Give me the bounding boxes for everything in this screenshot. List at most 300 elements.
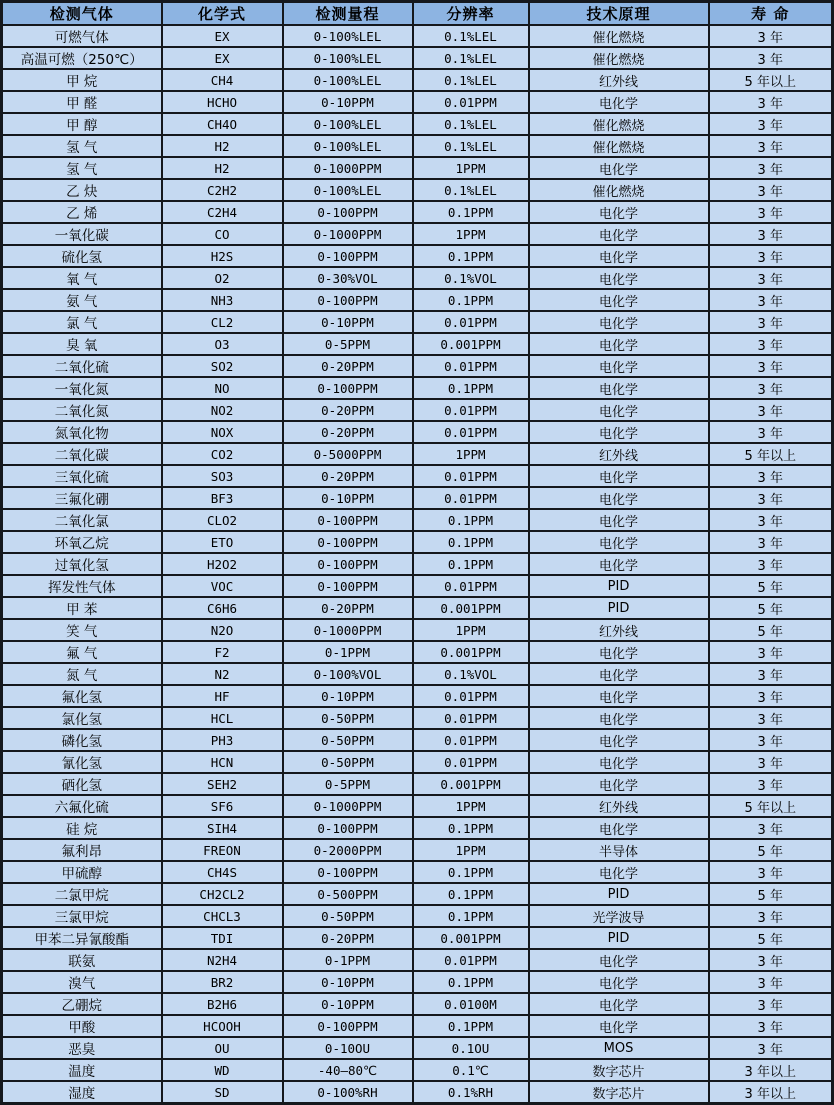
cell-range: 0-30%VOL bbox=[283, 267, 413, 289]
cell-range: 0-20PPM bbox=[283, 399, 413, 421]
cell-formula: C2H4 bbox=[162, 201, 283, 223]
cell-principle: 电化学 bbox=[529, 949, 709, 971]
cell-principle: 电化学 bbox=[529, 971, 709, 993]
cell-principle: PID bbox=[529, 575, 709, 597]
table-row bbox=[2, 597, 833, 619]
cell-principle: 电化学 bbox=[529, 91, 709, 113]
cell-formula: SF6 bbox=[162, 795, 283, 817]
cell-lifespan: 3 年 bbox=[709, 267, 833, 289]
cell-resolution: 0.01PPM bbox=[413, 729, 529, 751]
cell-lifespan: 5 年 bbox=[709, 575, 833, 597]
cell-range: 0-100PPM bbox=[283, 553, 413, 575]
cell-resolution: 0.01PPM bbox=[413, 399, 529, 421]
cell-resolution: 0.001PPM bbox=[413, 773, 529, 795]
cell-gas: 氟利昂 bbox=[2, 839, 162, 861]
cell-resolution: 0.1PPM bbox=[413, 531, 529, 553]
cell-range: 0-1000PPM bbox=[283, 223, 413, 245]
cell-principle: PID bbox=[529, 927, 709, 949]
table-row bbox=[2, 729, 833, 751]
cell-lifespan: 3 年以上 bbox=[709, 1081, 833, 1104]
column-header-gas: 检测气体 bbox=[2, 2, 162, 26]
cell-formula: N2H4 bbox=[162, 949, 283, 971]
cell-principle: 电化学 bbox=[529, 157, 709, 179]
cell-formula: NO bbox=[162, 377, 283, 399]
cell-gas: 乙硼烷 bbox=[2, 993, 162, 1015]
cell-resolution: 0.1%VOL bbox=[413, 267, 529, 289]
cell-resolution: 0.1PPM bbox=[413, 245, 529, 267]
cell-gas: 氰化氢 bbox=[2, 751, 162, 773]
cell-lifespan: 3 年 bbox=[709, 817, 833, 839]
cell-gas: 二氧化氯 bbox=[2, 509, 162, 531]
cell-gas: 过氧化氢 bbox=[2, 553, 162, 575]
cell-range: 0-100%LEL bbox=[283, 47, 413, 69]
cell-gas: 氯 气 bbox=[2, 311, 162, 333]
table-row bbox=[2, 47, 833, 69]
cell-range: 0-20PPM bbox=[283, 355, 413, 377]
cell-lifespan: 3 年 bbox=[709, 971, 833, 993]
cell-resolution: 0.1PPM bbox=[413, 883, 529, 905]
cell-resolution: 0.1PPM bbox=[413, 509, 529, 531]
cell-principle: 光学波导 bbox=[529, 905, 709, 927]
cell-formula: H2O2 bbox=[162, 553, 283, 575]
cell-range: 0-1000PPM bbox=[283, 619, 413, 641]
table-row bbox=[2, 311, 833, 333]
cell-lifespan: 3 年 bbox=[709, 201, 833, 223]
cell-principle: 红外线 bbox=[529, 619, 709, 641]
cell-principle: PID bbox=[529, 883, 709, 905]
cell-range: 0-100PPM bbox=[283, 531, 413, 553]
cell-lifespan: 3 年 bbox=[709, 421, 833, 443]
cell-gas: 硅 烷 bbox=[2, 817, 162, 839]
cell-formula: CH2CL2 bbox=[162, 883, 283, 905]
cell-resolution: 0.001PPM bbox=[413, 597, 529, 619]
cell-lifespan: 5 年 bbox=[709, 883, 833, 905]
cell-resolution: 1PPM bbox=[413, 443, 529, 465]
cell-formula: HCOOH bbox=[162, 1015, 283, 1037]
table-body bbox=[2, 25, 833, 1104]
cell-formula: HCN bbox=[162, 751, 283, 773]
cell-formula: N2O bbox=[162, 619, 283, 641]
cell-gas: 氧 气 bbox=[2, 267, 162, 289]
cell-formula: O2 bbox=[162, 267, 283, 289]
cell-principle: 电化学 bbox=[529, 1015, 709, 1037]
cell-lifespan: 3 年 bbox=[709, 223, 833, 245]
cell-gas: 氨 气 bbox=[2, 289, 162, 311]
cell-principle: 电化学 bbox=[529, 531, 709, 553]
cell-gas: 硫化氢 bbox=[2, 245, 162, 267]
table-row bbox=[2, 333, 833, 355]
cell-range: 0-1PPM bbox=[283, 641, 413, 663]
cell-principle: 电化学 bbox=[529, 399, 709, 421]
cell-lifespan: 5 年 bbox=[709, 619, 833, 641]
cell-principle: 数字芯片 bbox=[529, 1081, 709, 1104]
table-row bbox=[2, 971, 833, 993]
cell-lifespan: 3 年 bbox=[709, 1037, 833, 1059]
cell-lifespan: 3 年 bbox=[709, 355, 833, 377]
cell-principle: 电化学 bbox=[529, 377, 709, 399]
cell-gas: 高温可燃（250℃） bbox=[2, 47, 162, 69]
cell-lifespan: 3 年 bbox=[709, 333, 833, 355]
cell-lifespan: 3 年 bbox=[709, 487, 833, 509]
cell-lifespan: 3 年 bbox=[709, 861, 833, 883]
cell-formula: OU bbox=[162, 1037, 283, 1059]
cell-lifespan: 5 年 bbox=[709, 597, 833, 619]
cell-range: 0-500PPM bbox=[283, 883, 413, 905]
cell-lifespan: 3 年 bbox=[709, 663, 833, 685]
cell-lifespan: 3 年 bbox=[709, 949, 833, 971]
cell-resolution: 0.001PPM bbox=[413, 333, 529, 355]
cell-lifespan: 3 年 bbox=[709, 707, 833, 729]
cell-resolution: 0.1PPM bbox=[413, 553, 529, 575]
cell-principle: 电化学 bbox=[529, 707, 709, 729]
cell-resolution: 0.1%LEL bbox=[413, 25, 529, 47]
cell-formula: ETO bbox=[162, 531, 283, 553]
cell-gas: 二氯甲烷 bbox=[2, 883, 162, 905]
cell-principle: 电化学 bbox=[529, 509, 709, 531]
cell-formula: SO3 bbox=[162, 465, 283, 487]
cell-formula: CHCL3 bbox=[162, 905, 283, 927]
cell-range: 0-100PPM bbox=[283, 575, 413, 597]
cell-gas: 环氧乙烷 bbox=[2, 531, 162, 553]
cell-resolution: 0.1%LEL bbox=[413, 135, 529, 157]
cell-range: 0-100%LEL bbox=[283, 135, 413, 157]
cell-principle: 电化学 bbox=[529, 267, 709, 289]
cell-range: 0-1PPM bbox=[283, 949, 413, 971]
cell-lifespan: 3 年 bbox=[709, 91, 833, 113]
cell-range: 0-10PPM bbox=[283, 311, 413, 333]
cell-lifespan: 5 年以上 bbox=[709, 443, 833, 465]
table-row bbox=[2, 443, 833, 465]
table-row bbox=[2, 795, 833, 817]
cell-gas: 恶臭 bbox=[2, 1037, 162, 1059]
cell-range: 0-10PPM bbox=[283, 487, 413, 509]
table-row bbox=[2, 531, 833, 553]
cell-formula: CH4 bbox=[162, 69, 283, 91]
cell-lifespan: 5 年 bbox=[709, 927, 833, 949]
table-row bbox=[2, 509, 833, 531]
table-row bbox=[2, 223, 833, 245]
cell-principle: 电化学 bbox=[529, 201, 709, 223]
cell-formula: CLO2 bbox=[162, 509, 283, 531]
cell-range: -40—80℃ bbox=[283, 1059, 413, 1081]
cell-gas: 甲 醇 bbox=[2, 113, 162, 135]
cell-lifespan: 3 年 bbox=[709, 531, 833, 553]
cell-lifespan: 3 年 bbox=[709, 509, 833, 531]
table-row bbox=[2, 685, 833, 707]
cell-gas: 臭 氧 bbox=[2, 333, 162, 355]
cell-formula: C2H2 bbox=[162, 179, 283, 201]
table-row bbox=[2, 1037, 833, 1059]
table-row bbox=[2, 421, 833, 443]
cell-formula: CH4O bbox=[162, 113, 283, 135]
cell-gas: 联氨 bbox=[2, 949, 162, 971]
table-row bbox=[2, 1015, 833, 1037]
cell-formula: FREON bbox=[162, 839, 283, 861]
cell-resolution: 1PPM bbox=[413, 795, 529, 817]
table-row bbox=[2, 751, 833, 773]
cell-lifespan: 3 年 bbox=[709, 377, 833, 399]
cell-resolution: 0.1PPM bbox=[413, 817, 529, 839]
cell-range: 0-50PPM bbox=[283, 707, 413, 729]
cell-lifespan: 3 年 bbox=[709, 685, 833, 707]
cell-lifespan: 3 年 bbox=[709, 993, 833, 1015]
cell-range: 0-10PPM bbox=[283, 91, 413, 113]
cell-formula: BR2 bbox=[162, 971, 283, 993]
cell-gas: 挥发性气体 bbox=[2, 575, 162, 597]
cell-formula: CL2 bbox=[162, 311, 283, 333]
cell-principle: 电化学 bbox=[529, 729, 709, 751]
cell-gas: 磷化氢 bbox=[2, 729, 162, 751]
table-header bbox=[2, 2, 833, 26]
cell-range: 0-20PPM bbox=[283, 465, 413, 487]
cell-principle: 电化学 bbox=[529, 861, 709, 883]
cell-gas: 溴气 bbox=[2, 971, 162, 993]
cell-formula: F2 bbox=[162, 641, 283, 663]
cell-principle: 电化学 bbox=[529, 751, 709, 773]
cell-resolution: 0.1℃ bbox=[413, 1059, 529, 1081]
cell-gas: 六氟化硫 bbox=[2, 795, 162, 817]
table-row bbox=[2, 575, 833, 597]
cell-lifespan: 3 年 bbox=[709, 289, 833, 311]
cell-gas: 甲 烷 bbox=[2, 69, 162, 91]
cell-range: 0-10OU bbox=[283, 1037, 413, 1059]
cell-formula: VOC bbox=[162, 575, 283, 597]
cell-principle: 电化学 bbox=[529, 773, 709, 795]
cell-gas: 氢 气 bbox=[2, 157, 162, 179]
cell-principle: 电化学 bbox=[529, 685, 709, 707]
cell-principle: 电化学 bbox=[529, 993, 709, 1015]
table-row bbox=[2, 399, 833, 421]
cell-lifespan: 3 年 bbox=[709, 311, 833, 333]
cell-range: 0-100PPM bbox=[283, 861, 413, 883]
cell-resolution: 0.1%RH bbox=[413, 1081, 529, 1104]
cell-principle: 红外线 bbox=[529, 795, 709, 817]
cell-range: 0-100%RH bbox=[283, 1081, 413, 1104]
cell-resolution: 0.1OU bbox=[413, 1037, 529, 1059]
cell-formula: H2S bbox=[162, 245, 283, 267]
cell-range: 0-100PPM bbox=[283, 289, 413, 311]
cell-range: 0-100%VOL bbox=[283, 663, 413, 685]
cell-range: 0-10PPM bbox=[283, 971, 413, 993]
cell-formula: EX bbox=[162, 47, 283, 69]
cell-resolution: 0.01PPM bbox=[413, 487, 529, 509]
cell-formula: TDI bbox=[162, 927, 283, 949]
cell-range: 0-100PPM bbox=[283, 509, 413, 531]
cell-formula: NH3 bbox=[162, 289, 283, 311]
cell-range: 0-100PPM bbox=[283, 817, 413, 839]
table-row bbox=[2, 25, 833, 47]
table-row bbox=[2, 883, 833, 905]
cell-principle: 半导体 bbox=[529, 839, 709, 861]
cell-principle: 电化学 bbox=[529, 289, 709, 311]
cell-gas: 乙 烯 bbox=[2, 201, 162, 223]
cell-range: 0-20PPM bbox=[283, 421, 413, 443]
cell-principle: 红外线 bbox=[529, 443, 709, 465]
cell-principle: 电化学 bbox=[529, 487, 709, 509]
cell-resolution: 0.01PPM bbox=[413, 355, 529, 377]
cell-principle: 电化学 bbox=[529, 663, 709, 685]
cell-range: 0-10PPM bbox=[283, 685, 413, 707]
table-row bbox=[2, 1081, 833, 1104]
cell-principle: 电化学 bbox=[529, 333, 709, 355]
table-row bbox=[2, 949, 833, 971]
cell-formula: C6H6 bbox=[162, 597, 283, 619]
cell-gas: 二氧化碳 bbox=[2, 443, 162, 465]
cell-range: 0-100%LEL bbox=[283, 179, 413, 201]
table-row bbox=[2, 619, 833, 641]
cell-range: 0-100%LEL bbox=[283, 25, 413, 47]
cell-formula: SIH4 bbox=[162, 817, 283, 839]
cell-formula: B2H6 bbox=[162, 993, 283, 1015]
cell-lifespan: 3 年 bbox=[709, 135, 833, 157]
cell-range: 0-100PPM bbox=[283, 201, 413, 223]
cell-resolution: 0.1PPM bbox=[413, 1015, 529, 1037]
cell-gas: 甲硫醇 bbox=[2, 861, 162, 883]
cell-formula: PH3 bbox=[162, 729, 283, 751]
cell-range: 0-100PPM bbox=[283, 245, 413, 267]
cell-resolution: 1PPM bbox=[413, 839, 529, 861]
cell-principle: 催化燃烧 bbox=[529, 47, 709, 69]
cell-range: 0-50PPM bbox=[283, 905, 413, 927]
cell-principle: 数字芯片 bbox=[529, 1059, 709, 1081]
cell-lifespan: 3 年 bbox=[709, 47, 833, 69]
cell-lifespan: 3 年 bbox=[709, 1015, 833, 1037]
cell-principle: 催化燃烧 bbox=[529, 113, 709, 135]
table-row bbox=[2, 355, 833, 377]
cell-range: 0-100%LEL bbox=[283, 113, 413, 135]
cell-principle: MOS bbox=[529, 1037, 709, 1059]
cell-range: 0-1000PPM bbox=[283, 795, 413, 817]
cell-gas: 硒化氢 bbox=[2, 773, 162, 795]
cell-formula: NO2 bbox=[162, 399, 283, 421]
cell-lifespan: 3 年 bbox=[709, 465, 833, 487]
table-row bbox=[2, 157, 833, 179]
table-row bbox=[2, 707, 833, 729]
table-row bbox=[2, 267, 833, 289]
cell-formula: CO bbox=[162, 223, 283, 245]
cell-range: 0-20PPM bbox=[283, 597, 413, 619]
cell-formula: HCHO bbox=[162, 91, 283, 113]
table-row bbox=[2, 927, 833, 949]
cell-gas: 氮氧化物 bbox=[2, 421, 162, 443]
cell-lifespan: 3 年 bbox=[709, 751, 833, 773]
table-row bbox=[2, 91, 833, 113]
cell-resolution: 0.01PPM bbox=[413, 685, 529, 707]
table-row bbox=[2, 289, 833, 311]
cell-resolution: 0.001PPM bbox=[413, 927, 529, 949]
cell-principle: 电化学 bbox=[529, 465, 709, 487]
cell-principle: 催化燃烧 bbox=[529, 179, 709, 201]
cell-lifespan: 3 年 bbox=[709, 553, 833, 575]
cell-principle: 电化学 bbox=[529, 421, 709, 443]
cell-lifespan: 3 年 bbox=[709, 905, 833, 927]
cell-gas: 氮 气 bbox=[2, 663, 162, 685]
cell-gas: 甲 苯 bbox=[2, 597, 162, 619]
cell-gas: 一氧化氮 bbox=[2, 377, 162, 399]
column-header-lifespan: 寿 命 bbox=[709, 2, 833, 26]
cell-principle: 电化学 bbox=[529, 641, 709, 663]
cell-lifespan: 3 年 bbox=[709, 773, 833, 795]
cell-formula: HCL bbox=[162, 707, 283, 729]
cell-gas: 二氧化硫 bbox=[2, 355, 162, 377]
cell-resolution: 0.1%LEL bbox=[413, 47, 529, 69]
cell-formula: CH4S bbox=[162, 861, 283, 883]
table-row bbox=[2, 641, 833, 663]
cell-principle: 电化学 bbox=[529, 245, 709, 267]
cell-lifespan: 3 年 bbox=[709, 157, 833, 179]
cell-resolution: 1PPM bbox=[413, 157, 529, 179]
cell-formula: BF3 bbox=[162, 487, 283, 509]
cell-formula: H2 bbox=[162, 135, 283, 157]
cell-gas: 乙 炔 bbox=[2, 179, 162, 201]
header-row bbox=[2, 2, 833, 26]
cell-resolution: 0.01PPM bbox=[413, 311, 529, 333]
cell-principle: 电化学 bbox=[529, 223, 709, 245]
cell-formula: N2 bbox=[162, 663, 283, 685]
column-header-formula: 化学式 bbox=[162, 2, 283, 26]
cell-formula: NOX bbox=[162, 421, 283, 443]
cell-range: 0-1000PPM bbox=[283, 157, 413, 179]
cell-formula: SO2 bbox=[162, 355, 283, 377]
cell-lifespan: 3 年 bbox=[709, 729, 833, 751]
table-row bbox=[2, 817, 833, 839]
cell-principle: PID bbox=[529, 597, 709, 619]
cell-principle: 催化燃烧 bbox=[529, 135, 709, 157]
column-header-range: 检测量程 bbox=[283, 2, 413, 26]
table-row bbox=[2, 861, 833, 883]
table-row bbox=[2, 465, 833, 487]
table-row bbox=[2, 905, 833, 927]
table-row bbox=[2, 135, 833, 157]
cell-resolution: 0.1PPM bbox=[413, 905, 529, 927]
table-row bbox=[2, 487, 833, 509]
column-header-resolution: 分辨率 bbox=[413, 2, 529, 26]
cell-formula: WD bbox=[162, 1059, 283, 1081]
cell-gas: 三氧化硫 bbox=[2, 465, 162, 487]
cell-resolution: 1PPM bbox=[413, 619, 529, 641]
table-row bbox=[2, 839, 833, 861]
cell-gas: 甲 醛 bbox=[2, 91, 162, 113]
cell-range: 0-20PPM bbox=[283, 927, 413, 949]
table-row bbox=[2, 553, 833, 575]
cell-lifespan: 3 年 bbox=[709, 179, 833, 201]
cell-resolution: 0.1PPM bbox=[413, 289, 529, 311]
cell-resolution: 0.1%LEL bbox=[413, 113, 529, 135]
cell-principle: 红外线 bbox=[529, 69, 709, 91]
cell-gas: 可燃气体 bbox=[2, 25, 162, 47]
cell-resolution: 0.01PPM bbox=[413, 465, 529, 487]
cell-gas: 甲酸 bbox=[2, 1015, 162, 1037]
cell-lifespan: 3 年 bbox=[709, 245, 833, 267]
cell-range: 0-100%LEL bbox=[283, 69, 413, 91]
cell-formula: SD bbox=[162, 1081, 283, 1104]
cell-gas: 三氟化硼 bbox=[2, 487, 162, 509]
cell-resolution: 0.01PPM bbox=[413, 91, 529, 113]
cell-lifespan: 3 年 bbox=[709, 25, 833, 47]
cell-lifespan: 5 年以上 bbox=[709, 795, 833, 817]
cell-range: 0-5000PPM bbox=[283, 443, 413, 465]
cell-gas: 二氧化氮 bbox=[2, 399, 162, 421]
cell-gas: 湿度 bbox=[2, 1081, 162, 1104]
table-row bbox=[2, 69, 833, 91]
cell-range: 0-10PPM bbox=[283, 993, 413, 1015]
cell-gas: 笑 气 bbox=[2, 619, 162, 641]
cell-resolution: 0.01PPM bbox=[413, 421, 529, 443]
table-row bbox=[2, 179, 833, 201]
cell-resolution: 0.01PPM bbox=[413, 575, 529, 597]
cell-principle: 电化学 bbox=[529, 311, 709, 333]
cell-resolution: 0.01PPM bbox=[413, 751, 529, 773]
